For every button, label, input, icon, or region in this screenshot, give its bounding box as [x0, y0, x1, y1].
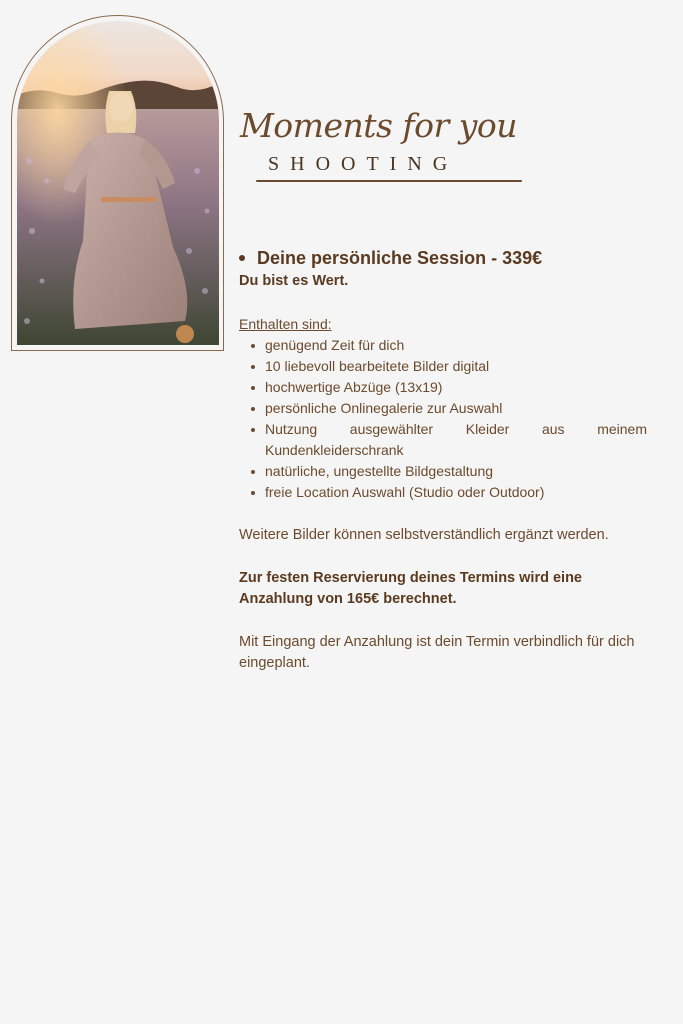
bullet-dot [251, 407, 255, 411]
session-photo [17, 21, 219, 345]
logo-script-text: Moments for you [240, 106, 518, 145]
bullet-dot [251, 491, 255, 495]
deposit-note: Zur festen Reservierung deines Termins wird eine Anzahlung von 165€ berechnet. [239, 570, 583, 607]
list-item: natürliche, ungestellte Bildgestaltung [239, 461, 647, 482]
session-title-text: Deine persönliche Session - 339€ [257, 248, 543, 268]
list-item: persönliche Onlinegalerie zur Auswahl [239, 398, 647, 419]
session-subtitle: Du bist es Wert. [239, 273, 349, 289]
bullet-dot [251, 344, 255, 348]
confirmation-note: Mit Eingang der Anzahlung ist dein Termin verbindlich für dich eingeplant. [239, 634, 635, 671]
list-item: hochwertige Abzüge (13x19) [239, 377, 647, 398]
logo-caps-text: SHOOTING [268, 153, 459, 175]
included-list [239, 335, 647, 503]
included-label: Enthalten sind: [239, 316, 332, 332]
offer-content [239, 246, 647, 674]
bullet-dot [251, 365, 255, 369]
session-title [239, 246, 647, 270]
list-item: 10 liebevoll bearbeitete Bilder digital [239, 356, 647, 377]
bullet-dot [251, 470, 255, 474]
list-item: genügend Zeit für dich [239, 335, 647, 356]
brand-logo [236, 104, 536, 194]
bullet-dot [239, 255, 245, 261]
extra-images-note: Weitere Bilder können selbstverständlich ergänzt werden. [239, 527, 609, 543]
list-item: Nutzung ausgewählter Kleider aus meinem Kundenkleiderschrank [239, 419, 647, 461]
list-item: freie Location Auswahl (Studio oder Outdoor) [239, 482, 647, 503]
logo-underline [256, 180, 522, 182]
bullet-dot [251, 428, 255, 432]
bullet-dot [251, 386, 255, 390]
